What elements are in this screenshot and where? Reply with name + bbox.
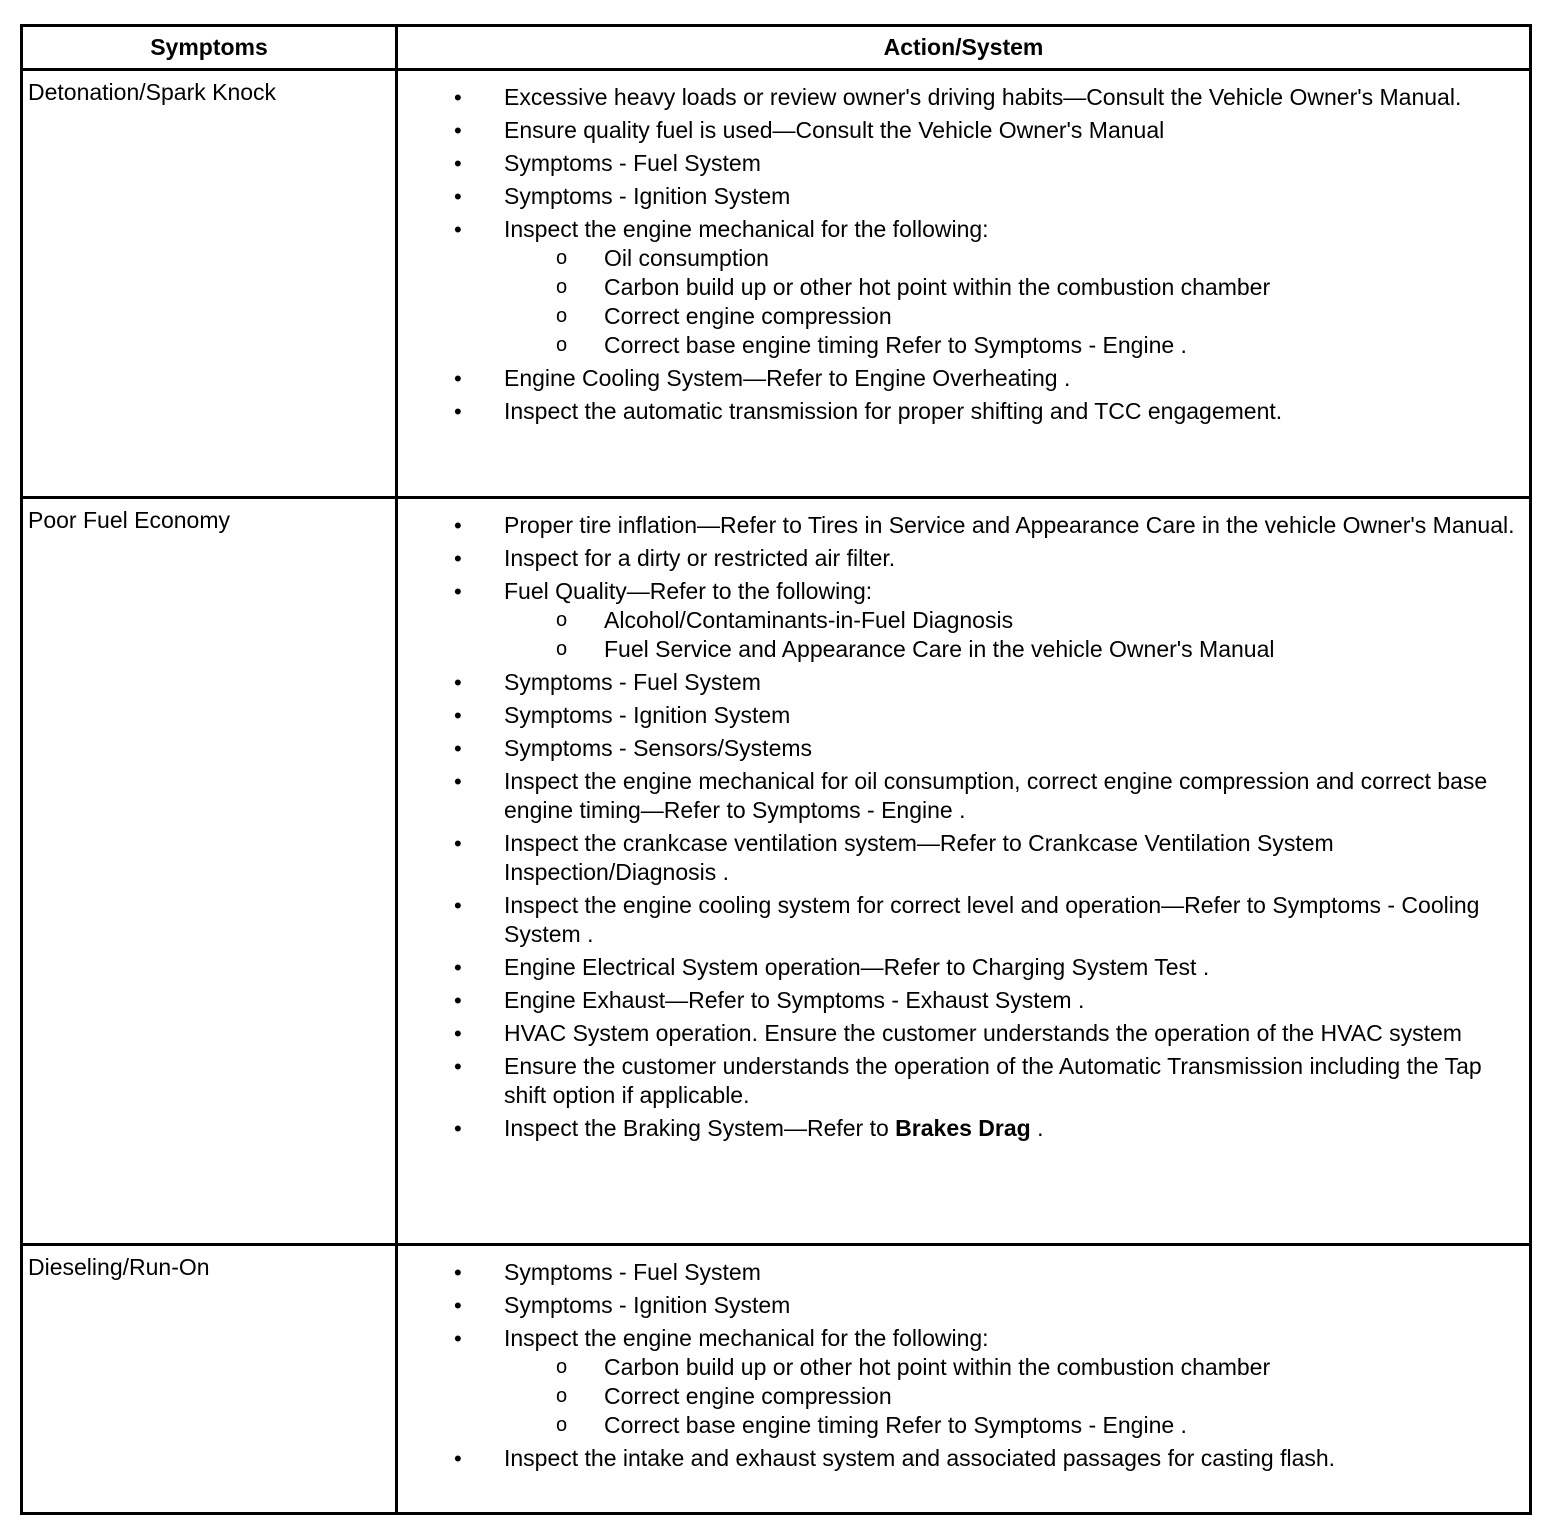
action-text: Inspect the engine mechanical for oil consumption, correct engine compression and correct base engine timing—Refer to Symptoms - Engine . xyxy=(504,768,1488,823)
action-cell xyxy=(398,1246,1529,1512)
action-list xyxy=(398,1246,1529,1473)
symptom-label: Detonation/Spark Knock xyxy=(28,79,277,105)
table-header-row xyxy=(23,27,1529,68)
action-text: Inspect the engine cooling system for correct level and operation—Refer to Symptoms - Cooling System . xyxy=(504,892,1480,947)
bullet-icon: • xyxy=(454,703,462,728)
bullet-icon: • xyxy=(454,1021,462,1046)
bullet-icon: • xyxy=(454,670,462,695)
action-subitem xyxy=(504,635,1523,664)
action-item xyxy=(398,511,1529,540)
bullet-icon: • xyxy=(454,579,462,604)
action-text: Inspect the intake and exhaust system and associated passages for casting flash. xyxy=(504,1445,1336,1471)
bullet-icon: • xyxy=(454,988,462,1013)
bullet-icon: • xyxy=(454,769,462,794)
action-subitem-text: Correct engine compression xyxy=(604,303,892,329)
action-subitem xyxy=(504,1353,1523,1382)
action-text: Ensure the customer understands the operation of the Automatic Transmission including the Tap shift option if applicable. xyxy=(504,1053,1482,1108)
action-item xyxy=(398,397,1529,426)
action-item xyxy=(398,1324,1529,1440)
table-row xyxy=(23,496,1529,1243)
action-text: Inspect the engine mechanical for the following: xyxy=(504,216,989,242)
bullet-icon: • xyxy=(454,366,462,391)
action-item xyxy=(398,1052,1529,1110)
action-subitem-text: Correct engine compression xyxy=(604,1383,892,1409)
action-sublist xyxy=(504,606,1523,664)
action-item xyxy=(398,364,1529,393)
action-item xyxy=(398,1019,1529,1048)
action-text: Symptoms - Fuel System xyxy=(504,1259,761,1285)
action-subitem-text: Carbon build up or other hot point within the combustion chamber xyxy=(604,274,1271,300)
action-text: Engine Exhaust—Refer to Symptoms - Exhaust System . xyxy=(504,987,1085,1013)
bullet-icon: • xyxy=(454,217,462,242)
bullet-icon: • xyxy=(454,118,462,143)
bullet-icon: • xyxy=(454,1116,462,1141)
bullet-icon: • xyxy=(454,151,462,176)
bullet-icon: • xyxy=(454,1293,462,1318)
action-subitem xyxy=(504,1382,1523,1411)
sub-bullet-icon: o xyxy=(556,1385,568,1407)
bullet-icon: • xyxy=(454,831,462,856)
action-item xyxy=(398,83,1529,112)
action-item xyxy=(398,734,1529,763)
action-text: Symptoms - Fuel System xyxy=(504,150,761,176)
action-subitem xyxy=(504,302,1523,331)
symptom-label: Dieseling/Run-On xyxy=(28,1254,210,1280)
sub-bullet-icon: o xyxy=(556,609,568,631)
action-text: HVAC System operation. Ensure the customer understands the operation of the HVAC system xyxy=(504,1020,1462,1046)
action-text: Symptoms - Ignition System xyxy=(504,183,791,209)
action-list xyxy=(398,499,1529,1143)
bullet-icon: • xyxy=(454,85,462,110)
action-subitem-text: Correct base engine timing Refer to Symptoms - Engine . xyxy=(604,1412,1187,1438)
action-subitem xyxy=(504,606,1523,635)
header-action-system: Action/System xyxy=(883,34,1044,60)
action-subitem-text: Oil consumption xyxy=(604,245,769,271)
sub-bullet-icon: o xyxy=(556,247,568,269)
action-text-suffix: . xyxy=(1030,1115,1044,1141)
symptom-cell xyxy=(23,1246,398,1512)
action-text: Inspect for a dirty or restricted air filter. xyxy=(504,545,896,571)
table-row xyxy=(23,68,1529,496)
action-text: Inspect the automatic transmission for proper shifting and TCC engagement. xyxy=(504,398,1283,424)
action-item xyxy=(398,182,1529,211)
table-row xyxy=(23,1243,1529,1512)
action-text: Engine Electrical System operation—Refer to Charging System Test . xyxy=(504,954,1210,980)
action-item xyxy=(398,986,1529,1015)
action-text: Inspect the engine mechanical for the following: xyxy=(504,1325,989,1351)
bullet-icon: • xyxy=(454,546,462,571)
action-text: Symptoms - Ignition System xyxy=(504,1292,791,1318)
action-item xyxy=(398,149,1529,178)
action-subitem-text: Fuel Service and Appearance Care in the vehicle Owner's Manual xyxy=(604,636,1275,662)
action-bold-link: Brakes Drag xyxy=(895,1115,1031,1141)
action-text: Inspect the crankcase ventilation system—Refer to Crankcase Ventilation System Inspection/Diagnosis . xyxy=(504,830,1334,885)
sub-bullet-icon: o xyxy=(556,1356,568,1378)
action-item xyxy=(398,668,1529,697)
action-subitem-text: Carbon build up or other hot point within the combustion chamber xyxy=(604,1354,1271,1380)
action-text: Fuel Quality—Refer to the following: xyxy=(504,578,873,604)
bullet-icon: • xyxy=(454,184,462,209)
action-subitem-text: Alcohol/Contaminants-in-Fuel Diagnosis xyxy=(604,607,1014,633)
diagnosis-table xyxy=(20,24,1532,1515)
action-item xyxy=(398,1114,1529,1143)
action-subitem xyxy=(504,244,1523,273)
sub-bullet-icon: o xyxy=(556,1414,568,1436)
bullet-icon: • xyxy=(454,399,462,424)
bullet-icon: • xyxy=(454,736,462,761)
action-text: Proper tire inflation—Refer to Tires in Service and Appearance Care in the vehicle Owner's Manual. xyxy=(504,512,1515,538)
header-symptoms: Symptoms xyxy=(23,27,398,68)
sub-bullet-icon: o xyxy=(556,334,568,356)
bullet-icon: • xyxy=(454,1054,462,1079)
action-item xyxy=(398,1444,1529,1473)
action-text: Excessive heavy loads or review owner's driving habits—Consult the Vehicle Owner's Manual. xyxy=(504,84,1462,110)
action-item xyxy=(398,577,1529,664)
action-item xyxy=(398,116,1529,145)
action-item xyxy=(398,1258,1529,1287)
action-item xyxy=(398,953,1529,982)
action-item xyxy=(398,767,1529,825)
action-text: Symptoms - Ignition System xyxy=(504,702,791,728)
action-subitem xyxy=(504,1411,1523,1440)
symptom-cell xyxy=(23,71,398,496)
action-cell xyxy=(398,499,1529,1243)
action-item xyxy=(398,544,1529,573)
bullet-icon: • xyxy=(454,893,462,918)
action-text: Inspect the Braking System—Refer to xyxy=(504,1115,896,1141)
action-subitem-text: Correct base engine timing Refer to Symptoms - Engine . xyxy=(604,332,1187,358)
bullet-icon: • xyxy=(454,513,462,538)
action-cell xyxy=(398,71,1529,496)
action-text: Engine Cooling System—Refer to Engine Overheating . xyxy=(504,365,1071,391)
action-item xyxy=(398,215,1529,360)
sub-bullet-icon: o xyxy=(556,638,568,660)
action-list xyxy=(398,71,1529,426)
action-item xyxy=(398,1291,1529,1320)
action-sublist xyxy=(504,244,1523,360)
action-text: Symptoms - Fuel System xyxy=(504,669,761,695)
action-text: Symptoms - Sensors/Systems xyxy=(504,735,813,761)
bullet-icon: • xyxy=(454,955,462,980)
sub-bullet-icon: o xyxy=(556,276,568,298)
bullet-icon: • xyxy=(454,1446,462,1471)
symptom-cell xyxy=(23,499,398,1243)
action-item xyxy=(398,891,1529,949)
sub-bullet-icon: o xyxy=(556,305,568,327)
action-subitem xyxy=(504,273,1523,302)
symptom-label: Poor Fuel Economy xyxy=(28,507,230,533)
action-item xyxy=(398,701,1529,730)
bullet-icon: • xyxy=(454,1326,462,1351)
action-sublist xyxy=(504,1353,1523,1440)
action-item xyxy=(398,829,1529,887)
action-subitem xyxy=(504,331,1523,360)
bullet-icon: • xyxy=(454,1260,462,1285)
action-text: Ensure quality fuel is used—Consult the Vehicle Owner's Manual xyxy=(504,117,1165,143)
